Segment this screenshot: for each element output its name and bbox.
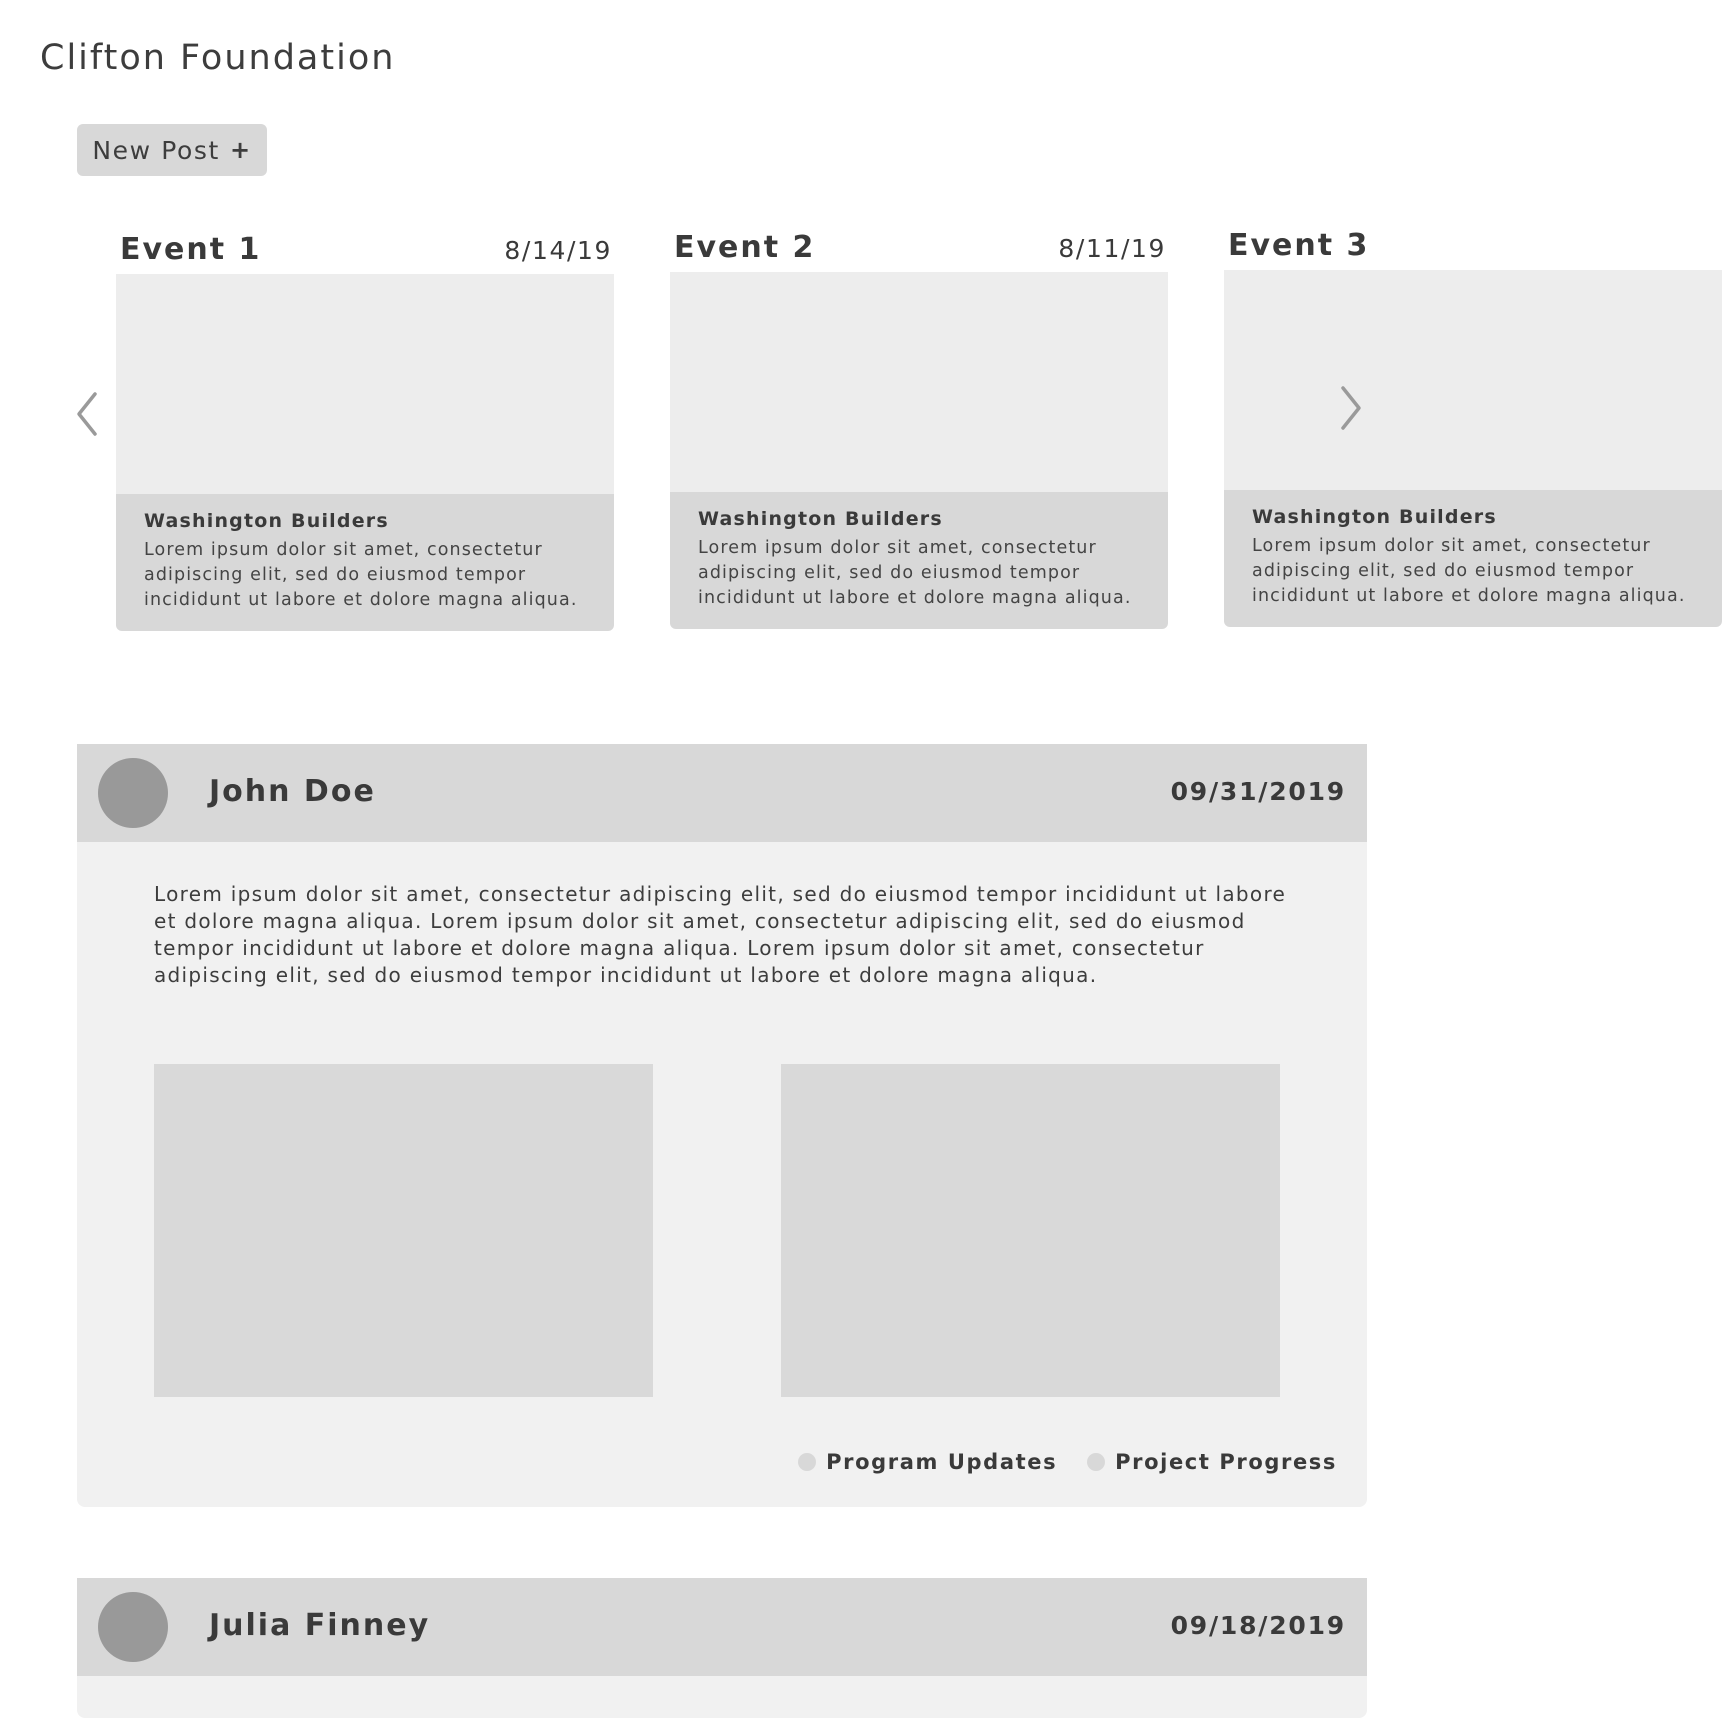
site-title: Clifton Foundation	[40, 38, 396, 78]
post-date: 09/18/2019	[1170, 1611, 1346, 1640]
avatar[interactable]	[98, 1592, 168, 1662]
tag-program-updates[interactable]	[798, 1450, 1057, 1474]
avatar[interactable]	[98, 758, 168, 828]
tag-label: Program Updates	[826, 1450, 1058, 1474]
event-card[interactable]	[1224, 218, 1722, 628]
post-author[interactable]: Julia Finney	[209, 1608, 431, 1643]
post-header	[77, 744, 1367, 842]
tag-project-progress[interactable]	[1087, 1450, 1337, 1474]
post-author[interactable]: John Doe	[209, 774, 376, 809]
chevron-right-icon	[1337, 384, 1365, 432]
event-title: Event 3	[1228, 228, 1370, 263]
carousel-prev-button[interactable]	[73, 390, 101, 438]
tag-dot-icon	[798, 1453, 816, 1471]
chevron-left-icon	[73, 390, 101, 438]
event-date: 8/11/19	[1058, 234, 1166, 263]
tag-label: Project Progress	[1115, 1450, 1337, 1474]
post-date: 09/31/2019	[1170, 777, 1346, 806]
post-image-placeholder[interactable]	[154, 1064, 653, 1397]
post-body-text: Lorem ipsum dolor sit amet, consectetur adipiscing elit, sed do eiusmod tempor incididunt ut labore et dolore magna aliqua. Lorem ipsum dolor sit amet, consectetur adipiscing elit, sed do eiusmod tempor incididunt ut labore et dolore magna aliqua. Lorem ipsum dolor sit amet, consectetur adipiscing elit, sed do eiusmod tempor incididunt ut labore et dolore magna aliqua.	[154, 882, 1287, 987]
post-card	[77, 1578, 1367, 1718]
new-post-button[interactable]	[77, 124, 267, 176]
tag-dot-icon	[1087, 1453, 1105, 1471]
post-image-placeholder[interactable]	[781, 1064, 1280, 1397]
event-card-body	[1224, 270, 1722, 627]
post-header	[77, 1578, 1367, 1676]
event-carousel	[110, 220, 1686, 640]
event-organization: Washington Builders	[1252, 506, 1497, 528]
carousel-next-button[interactable]	[1337, 384, 1365, 432]
event-title: Event 1	[120, 232, 262, 267]
event-card[interactable]	[670, 220, 1168, 630]
event-title: Event 2	[674, 230, 816, 265]
event-organization: Washington Builders	[698, 508, 943, 530]
event-card-body	[670, 272, 1168, 629]
event-description: Lorem ipsum dolor sit amet, consectetur adipiscing elit, sed do eiusmod tempor incididunt ut labore et dolore magna aliqua.	[698, 538, 1132, 608]
event-image-placeholder	[116, 274, 614, 494]
event-date: 8/14/19	[504, 236, 612, 265]
event-description: Lorem ipsum dolor sit amet, consectetur adipiscing elit, sed do eiusmod tempor incididunt ut labore et dolore magna aliqua.	[144, 540, 578, 610]
event-image-placeholder	[1224, 270, 1722, 490]
event-image-placeholder	[670, 272, 1168, 492]
post-card	[77, 744, 1367, 1507]
plus-icon: +	[229, 136, 252, 164]
event-organization: Washington Builders	[144, 510, 389, 532]
event-card-body	[116, 274, 614, 631]
event-card[interactable]	[116, 222, 614, 632]
post-tags	[798, 1450, 1337, 1474]
event-description: Lorem ipsum dolor sit amet, consectetur adipiscing elit, sed do eiusmod tempor incididunt ut labore et dolore magna aliqua.	[1252, 536, 1686, 606]
new-post-label: New Post	[92, 135, 220, 165]
